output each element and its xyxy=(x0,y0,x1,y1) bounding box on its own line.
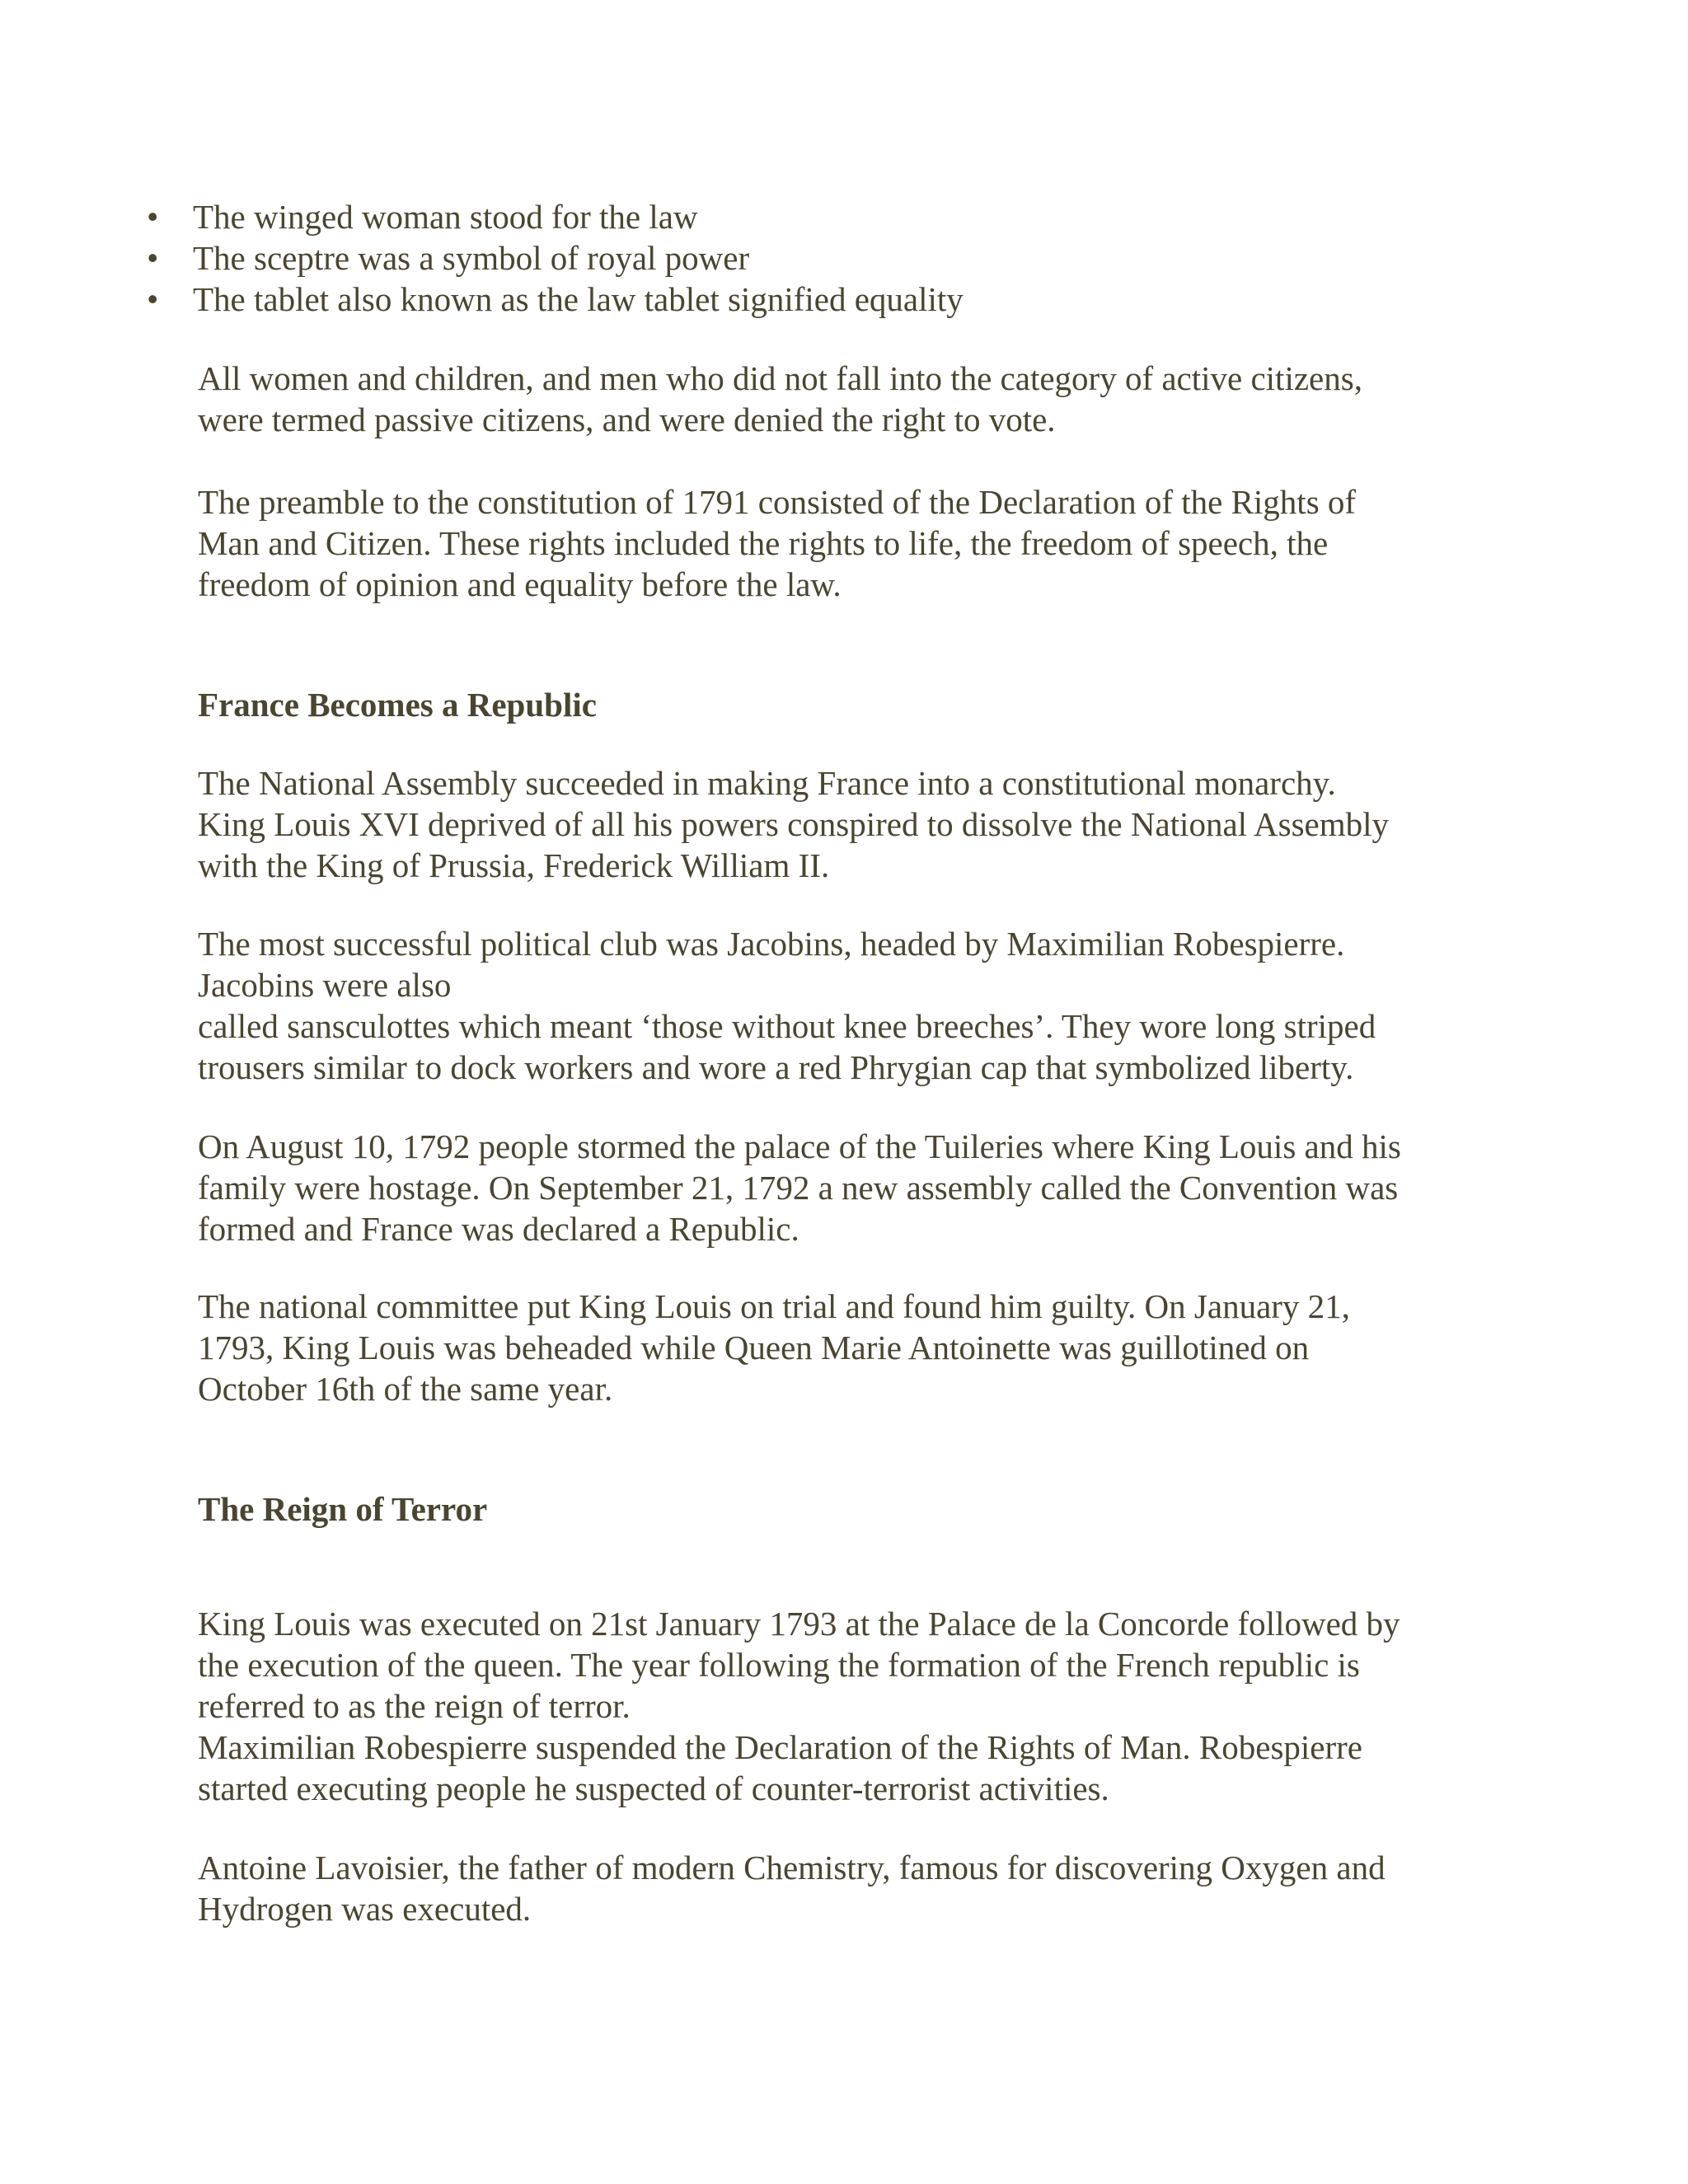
bullet-list xyxy=(147,196,964,320)
text-line: King Louis was executed on 21st January 1793 at the Palace de la Concorde followed by xyxy=(198,1605,1400,1643)
text-line: with the King of Prussia, Frederick William II. xyxy=(198,846,830,884)
text-line: All women and children, and men who did not fall into the category of active citizens, xyxy=(198,359,1362,397)
paragraph-trial xyxy=(198,1286,1533,1409)
paragraph-jacobins xyxy=(198,923,1533,1088)
text-line: October 16th of the same year. xyxy=(198,1370,613,1408)
paragraph-lavoisier xyxy=(198,1847,1533,1929)
text-line: Antoine Lavoisier, the father of modern Chemistry, famous for discovering Oxygen and xyxy=(198,1849,1386,1886)
text-line: Maximilian Robespierre suspended the Declaration of the Rights of Man. Robespierre xyxy=(198,1728,1362,1766)
bullet-text: The sceptre was a symbol of royal power xyxy=(193,239,750,277)
text-line: King Louis XVI deprived of all his powers conspired to dissolve the National Assembly xyxy=(198,805,1390,843)
text-line: referred to as the reign of terror. xyxy=(198,1687,631,1725)
text-line: the execution of the queen. The year following the formation of the French republic is xyxy=(198,1646,1360,1684)
text-line: Hydrogen was executed. xyxy=(198,1890,532,1928)
text-line: Jacobins were also xyxy=(198,966,452,1004)
bullet-text: The tablet also known as the law tablet signified equality xyxy=(193,280,964,318)
text-line: formed and France was declared a Republic. xyxy=(198,1210,799,1248)
text-line: The national committee put King Louis on trial and found him guilty. On January 21, xyxy=(198,1287,1350,1325)
text-line: were termed passive citizens, and were denied the right to vote. xyxy=(198,401,1056,438)
text-line: The most successful political club was Jacobins, headed by Maximilian Robespierre. xyxy=(198,925,1345,963)
bullet-item xyxy=(147,279,964,320)
section-heading-terror: The Reign of Terror xyxy=(198,1490,488,1528)
text-line: called sansculottes which meant ‘those without knee breeches’. They wore long striped xyxy=(198,1007,1376,1045)
paragraph-passive-citizens xyxy=(198,358,1533,440)
text-line: 1793, King Louis was beheaded while Queen Marie Antoinette was guillotined on xyxy=(198,1329,1310,1366)
paragraph-national-assembly xyxy=(198,762,1533,886)
bullet-dot: • xyxy=(147,198,159,236)
paragraph-executed xyxy=(198,1603,1533,1809)
bullet-item xyxy=(147,237,964,279)
text-line: The National Assembly succeeded in making France into a constitutional monarchy. xyxy=(198,764,1336,802)
text-line: The preamble to the constitution of 1791 consisted of the Declaration of the Rights of xyxy=(198,483,1357,521)
text-line: freedom of opinion and equality before the law. xyxy=(198,565,842,603)
bullet-text: The winged woman stood for the law xyxy=(193,198,698,236)
bullet-item xyxy=(147,196,964,237)
text-line: family were hostage. On September 21, 1792 a new assembly called the Convention was xyxy=(198,1169,1399,1207)
paragraph-august xyxy=(198,1126,1533,1249)
text-line: started executing people he suspected of counter-terrorist activities. xyxy=(198,1769,1109,1807)
paragraph-preamble xyxy=(198,481,1533,605)
text-line: trousers similar to dock workers and wore a red Phrygian cap that symbolized liberty. xyxy=(198,1048,1354,1086)
text-line: Man and Citizen. These rights included the rights to life, the freedom of speech, the xyxy=(198,524,1329,562)
bullet-dot: • xyxy=(147,239,159,277)
section-heading-republic: France Becomes a Republic xyxy=(198,686,597,724)
bullet-dot: • xyxy=(147,280,159,318)
text-line: On August 10, 1792 people stormed the palace of the Tuileries where King Louis and his xyxy=(198,1127,1401,1165)
